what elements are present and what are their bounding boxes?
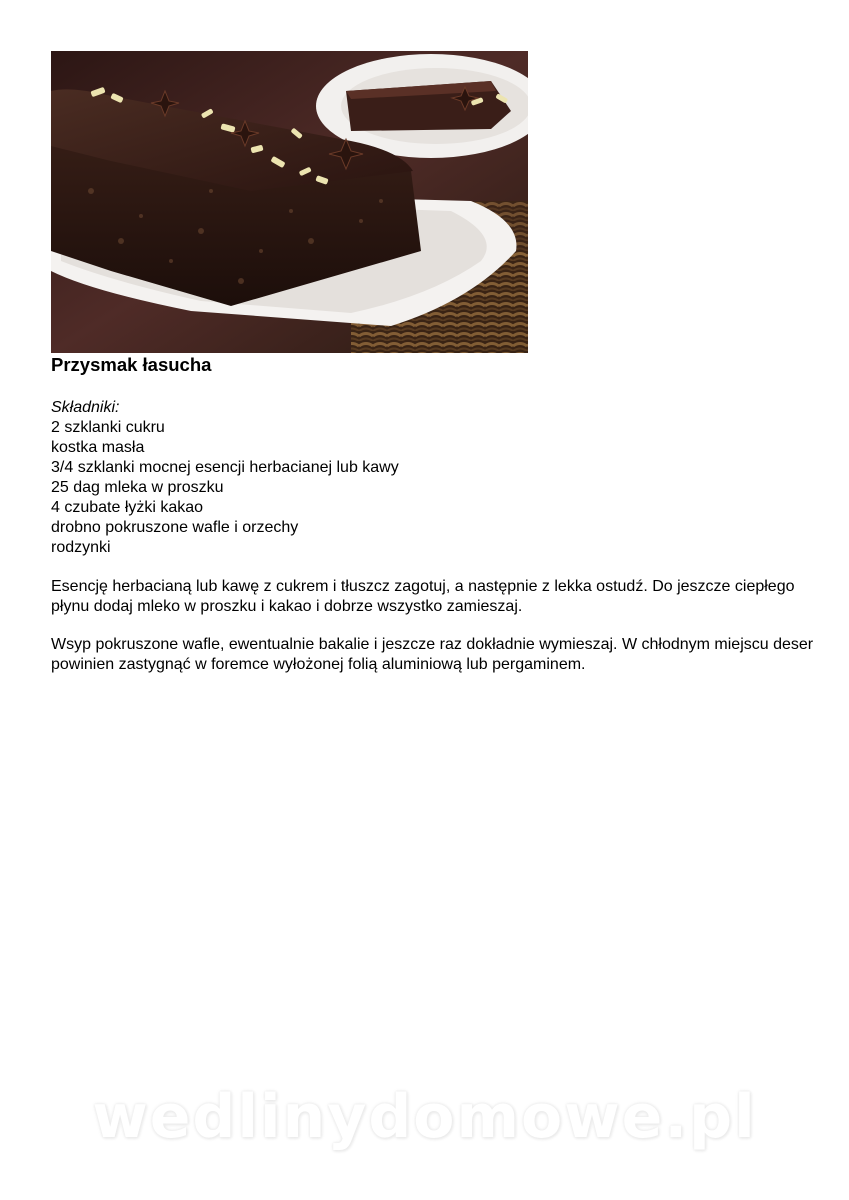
recipe-photo (51, 51, 528, 353)
ingredient-item: 3/4 szklanki mocnej esencji herbacianej lub kawy (51, 459, 399, 476)
ingredient-item: rodzynki (51, 539, 111, 556)
ingredients-heading: Składniki: (51, 399, 120, 416)
ingredient-item: 25 dag mleka w proszku (51, 479, 224, 496)
recipe-title: Przysmak łasucha (51, 354, 212, 375)
ingredient-item: drobno pokruszone wafle i orzechy (51, 519, 299, 536)
instructions-paragraph-1: Esencję herbacianą lub kawę z cukrem i tłuszcz zagotuj, a następnie z lekka ostudź. Do jeszcze ciepłego płynu dodaj mleko w proszku i kakao i dobrze wszystko zamieszaj. (51, 578, 795, 615)
ingredient-item: 2 szklanki cukru (51, 419, 165, 436)
site-watermark: wedlinydomowe.pl (92, 1082, 757, 1152)
ingredient-item: 4 czubate łyżki kakao (51, 499, 204, 516)
ingredients-list (51, 398, 399, 558)
ingredient-item: kostka masła (51, 439, 145, 456)
instructions-paragraph-2: Wsyp pokruszone wafle, ewentualnie bakalie i jeszcze raz dokładnie wymieszaj. W chłodnym miejscu deser powinien zastygnąć w foremce wyłożonej folią aluminiową lub pergaminem. (51, 636, 814, 673)
